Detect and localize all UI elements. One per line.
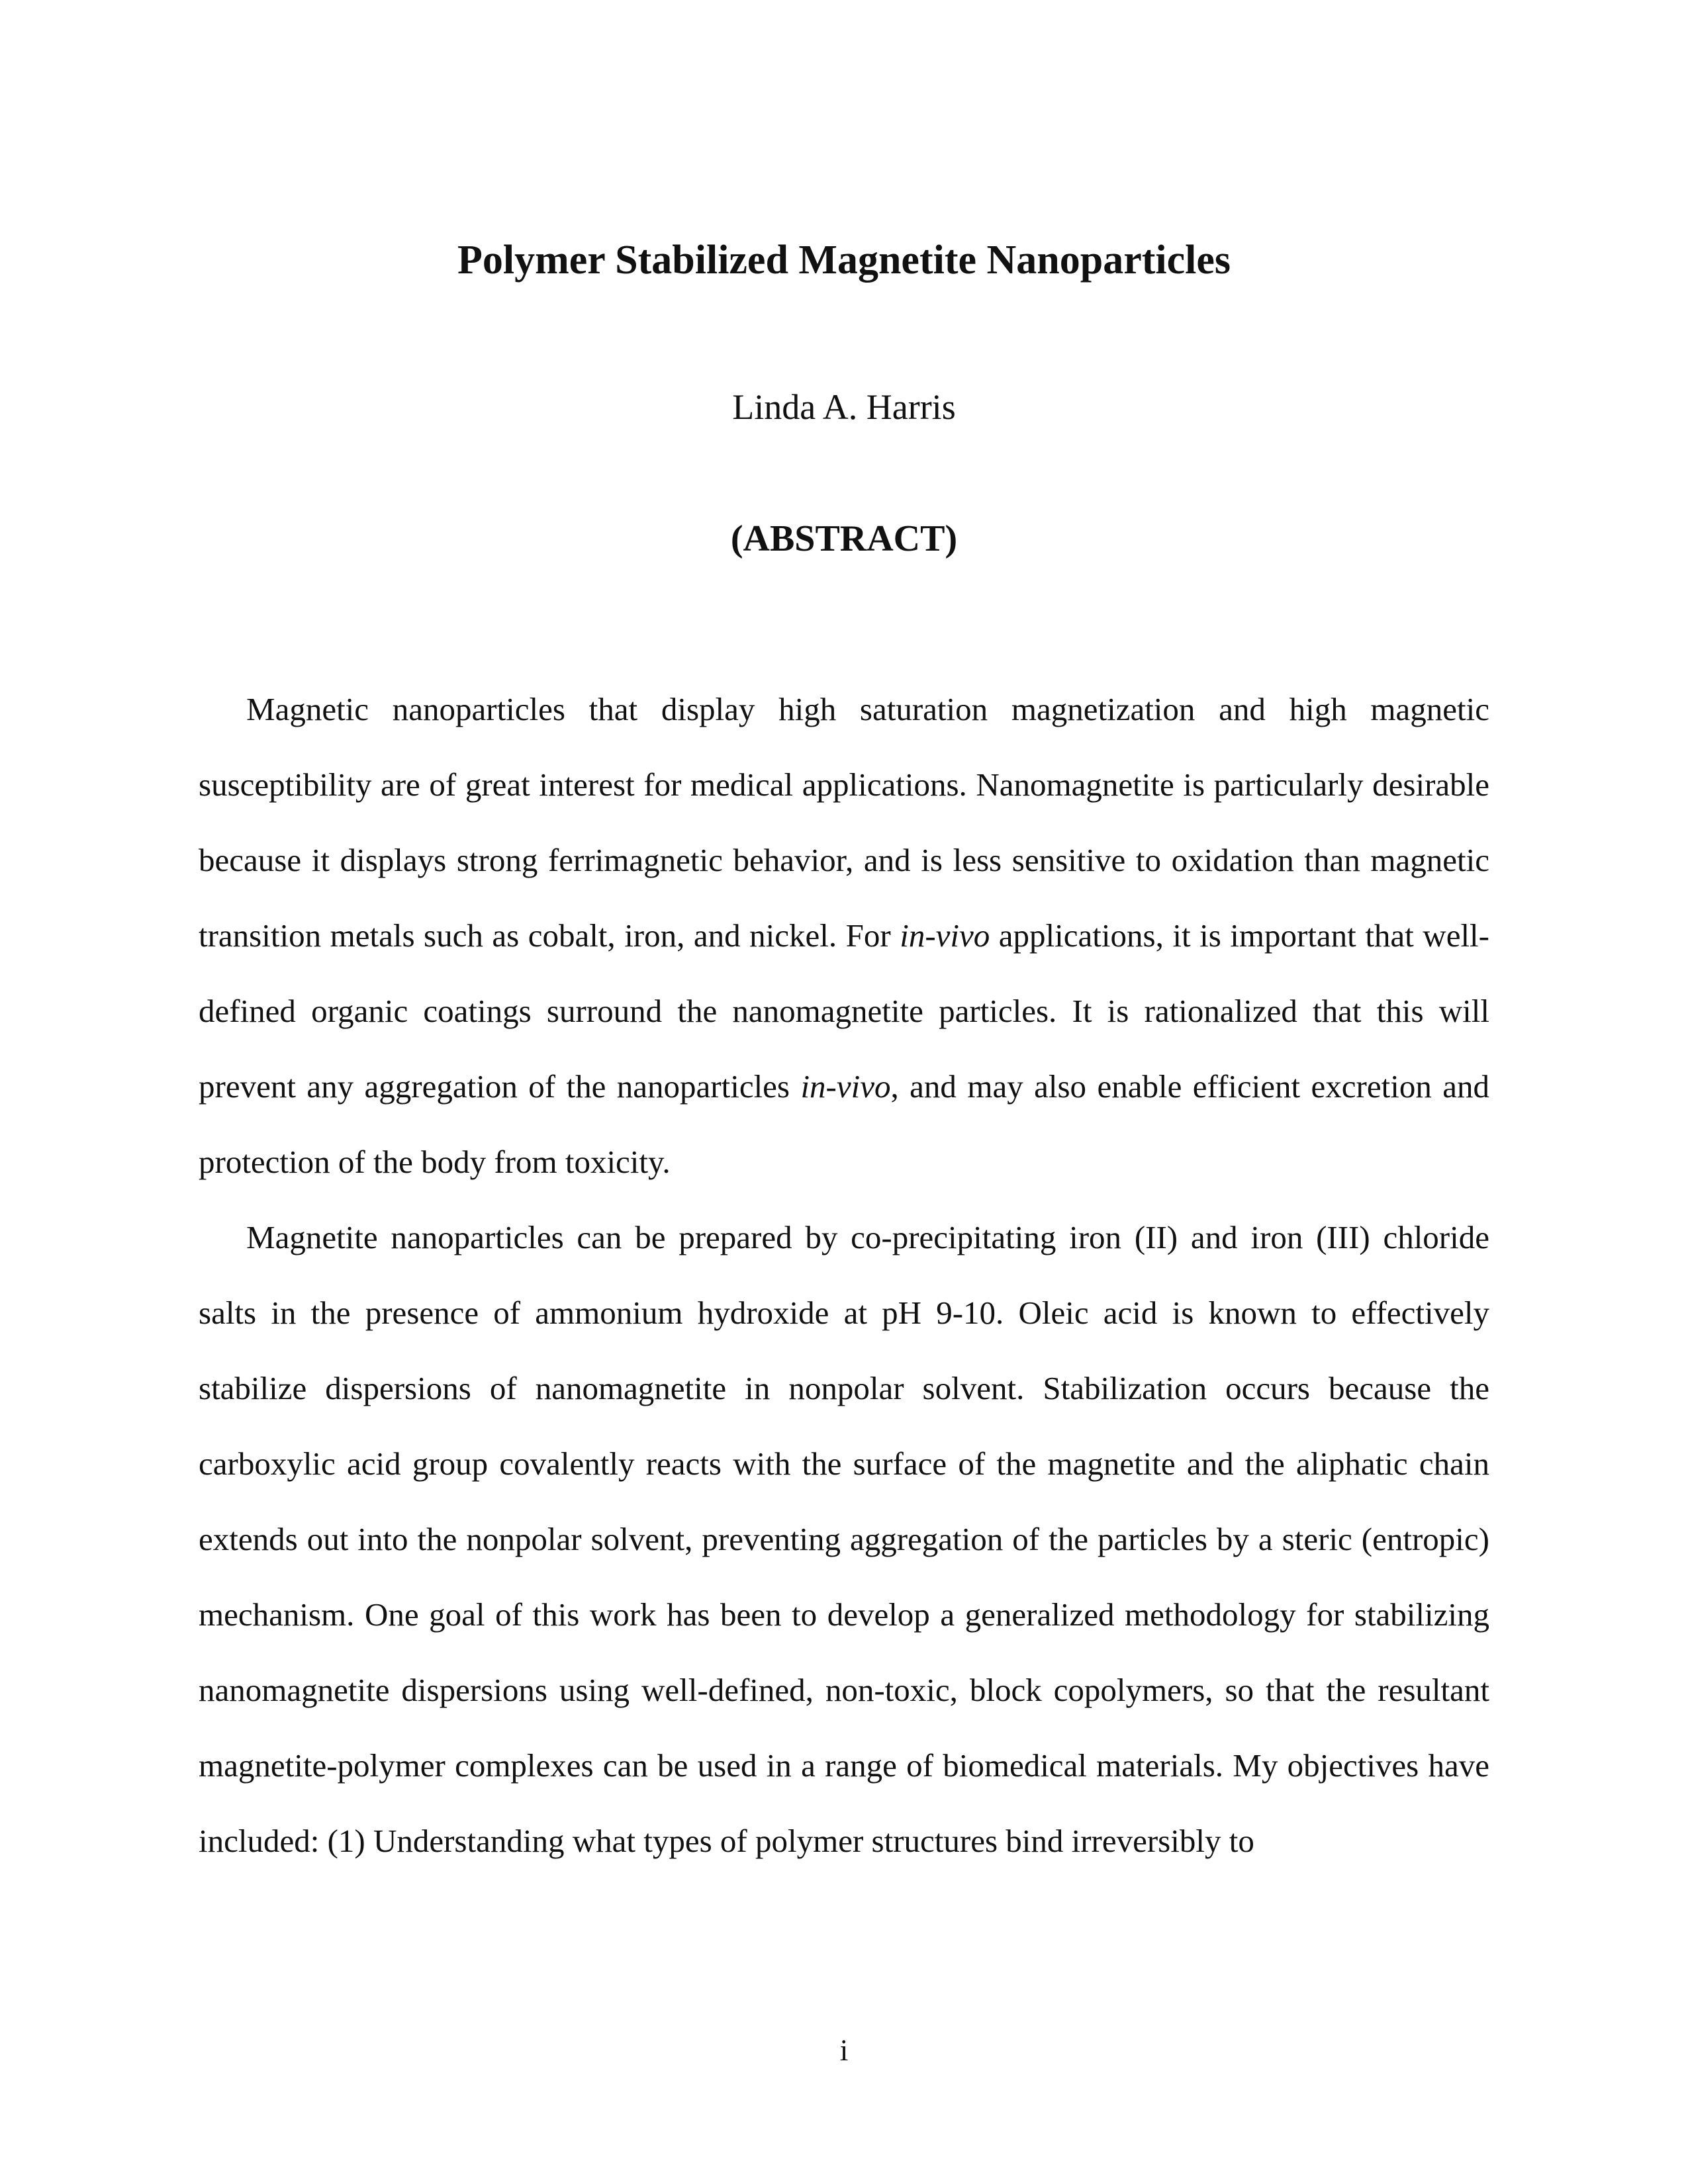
section-heading: (ABSTRACT) [730, 518, 958, 559]
italic-term: in-vivo [900, 917, 990, 954]
text-segment: Magnetite nanoparticles can be prepared by co-precipitating iron (II) and iron (III) chloride salts in the presence of ammonium hydroxide at pH 9-10. Oleic acid is known to effectively stabilize dispersions of nanomagnetite in nonpolar solvent. Stabilization occurs because the carboxylic acid group covalently reacts with the surface of the magnetite and the aliphatic chain extends out into the nonpolar solvent, preventing aggregation of the particles by a steric (entropic) mechanism. One goal of this work has been to develop a generalized methodology for stabilizing nanomagnetite dispersions using well-defined, non-toxic, block copolymers, so that the resultant magnetite-polymer complexes can be used in a range of biomedical materials. My objectives have included: (1) Understanding what types of polymer structures bind irreversibly to [199, 1219, 1489, 1859]
author-name: Linda A. Harris [732, 387, 956, 427]
abstract-body [199, 672, 1489, 1879]
text-segment: applications, it is important that well-defined organic coatings surround the nanomagnetite particles. It is rationalized that this will prevent any aggregation of the nanoparticles [199, 917, 1489, 1105]
italic-term: in-vivo [800, 1068, 891, 1105]
text-segment: , and may also enable efficient excretion and protection of the body from toxicity. [199, 1068, 1489, 1180]
abstract-paragraph [199, 672, 1489, 1200]
text-segment: Magnetic nanoparticles that display high saturation magnetization and high magnetic susceptibility are of great interest for medical applications. Nanomagnetite is particularly desirable because it displays strong ferrimagnetic behavior, and is less sensitive to oxidation than magnetic transition metals such as cobalt, iron, and nickel. For [199, 691, 1489, 954]
page-title: Polymer Stabilized Magnetite Nanoparticles [457, 238, 1231, 283]
page-number: i [839, 2033, 849, 2067]
abstract-paragraph [199, 1200, 1489, 1879]
